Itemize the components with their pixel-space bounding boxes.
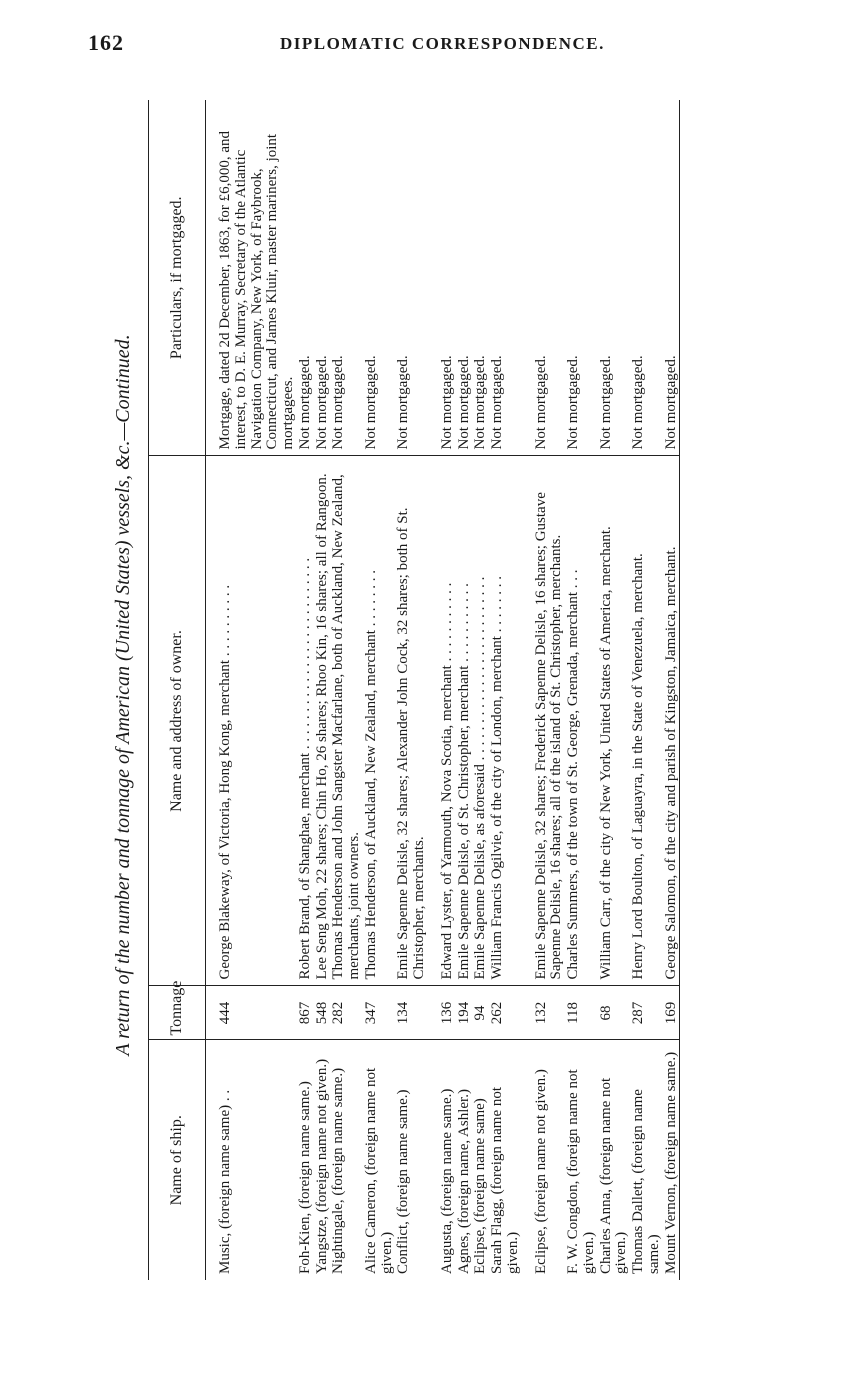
tonnage-cell: 68: [598, 986, 631, 1040]
owner-cell: Emile Sapenne Delisle, 32 shares; Frederick Sapenne Delisle, 16 shares; Gustave Sapenne Delisle, 16 shares; all of the island of St. Christopher, merchants.: [522, 456, 566, 986]
table-row: [428, 100, 456, 1280]
rotated-table-block: [108, 90, 828, 1300]
table-row: [314, 100, 331, 1280]
ship-name-cell: Conflict, (foreign name same.): [395, 1089, 412, 1274]
ship-name-cell: Charles Anna, (foreign name not given.): [597, 1077, 630, 1274]
ship-name-cell: Nightingale, (foreign name same.): [330, 1067, 347, 1274]
tonnage-cell: 282: [330, 986, 363, 1040]
tonnage-cell: 132: [522, 986, 566, 1040]
ship-name-cell: Mount Vernon, (foreign name same.): [663, 1040, 680, 1280]
mortgage-cell: Not mortgaged.: [630, 100, 663, 456]
table-row: [363, 100, 396, 1280]
owner-cell: Charles Summers, of the town of St. George, Grenada, merchant . . .: [565, 456, 598, 986]
tonnage-cell: 867: [297, 986, 314, 1040]
owner-cell: William Carr, of the city of New York, United States of America, merchant.: [598, 456, 631, 986]
ship-name-cell: Music, (foreign name same) . .: [217, 1089, 233, 1274]
ship-name-cell: Eclipse, (foreign name same): [472, 1098, 489, 1274]
table-row: [663, 100, 680, 1280]
mortgage-cell: Not mortgaged.: [330, 100, 363, 456]
table-row: [598, 100, 631, 1280]
tonnage-cell: 134: [395, 986, 428, 1040]
owner-cell: Thomas Henderson and John Sangster Macfarlane, both of Auckland, New Zealand, merchants, joint owners.: [330, 456, 363, 986]
owner-cell: Edward Lyster, of Yarmouth, Nova Scotia, merchant . . . . . . . . . . .: [428, 456, 456, 986]
mortgage-cell: Not mortgaged.: [472, 100, 489, 456]
table-row: [330, 100, 363, 1280]
tonnage-cell: 287: [630, 986, 663, 1040]
mortgage-cell: Not mortgaged.: [489, 100, 522, 456]
table-row: [489, 100, 522, 1280]
owner-cell: Emile Sapenne Delisle, 32 shares; Alexander John Cock, 32 shares; both of St. Christopher, merchants.: [395, 456, 428, 986]
mortgage-cell: Not mortgaged.: [297, 100, 314, 456]
tonnage-cell: 94: [472, 986, 489, 1040]
table-body: [206, 100, 680, 1280]
table-row: [297, 100, 314, 1280]
tonnage-cell: 169: [663, 986, 680, 1040]
table-title: A return of the number and tonnage of American (United States) vessels, &c.—Continued.: [112, 334, 134, 1056]
running-head: DIPLOMATIC CORRESPONDENCE.: [280, 34, 605, 53]
table-row: [206, 100, 297, 1280]
header-owner: Name and address of owner.: [149, 456, 206, 986]
table-row: [565, 100, 598, 1280]
owner-cell: Robert Brand, of Shanghae, merchant . . . . . . . . . . . . . . . . . . . . . . . . . .: [297, 456, 314, 986]
mortgage-cell: Not mortgaged.: [456, 100, 473, 456]
header-ship: Name of ship.: [149, 1040, 206, 1280]
owner-cell: Emile Sapenne Delisle, of St. Christopher, merchant . . . . . . . . . . .: [456, 456, 473, 986]
owner-cell: Thomas Henderson, of Auckland, New Zealand, merchant . . . . . . . .: [363, 456, 396, 986]
tonnage-cell: 347: [363, 986, 396, 1040]
ship-name-cell: Eclipse, (foreign name not given.): [532, 1069, 549, 1274]
tonnage-cell: 262: [489, 986, 522, 1040]
tonnage-cell: 118: [565, 986, 598, 1040]
owner-cell: George Salomon, of the city and parish of Kingston, Jamaica, merchant.: [663, 456, 680, 986]
table-row: [472, 100, 489, 1280]
mortgage-cell: Mortgage, dated 2d December, 1863, for £6,000, and interest, to D. E. Murray, Secretary of the Atlantic Navigation Company, New York, of Faybrook, Connecticut, and James Kluir, master mariners, joint mortgagees.: [206, 100, 297, 456]
header-tonnage: Tonnage: [149, 986, 206, 1040]
mortgage-cell: Not mortgaged.: [314, 100, 331, 456]
page-header: [88, 30, 648, 60]
tonnage-cell: 548: [314, 986, 331, 1040]
owner-cell: Henry Lord Boulton, of Laguayra, in the State of Venezuela, merchant.: [630, 456, 663, 986]
ship-name-cell: Agnes, (foreign name, Ashler.): [455, 1089, 472, 1274]
owner-cell: Emile Sapenne Delisle, as aforesaid . . . . . . . . . . . . . . . . . . . . . . . . .: [472, 456, 489, 986]
mortgage-cell: Not mortgaged.: [363, 100, 396, 456]
table-row: [395, 100, 428, 1280]
ship-name-cell: F. W. Congdon, (foreign name not given.): [565, 1069, 597, 1274]
header-mortgage: Particulars, if mortgaged.: [149, 100, 206, 456]
table-row: [456, 100, 473, 1280]
table-row: [522, 100, 566, 1280]
mortgage-cell: Not mortgaged.: [522, 100, 566, 456]
ship-name-cell: Yangstze, (foreign name not given.): [313, 1058, 330, 1274]
owner-cell: William Francis Ogilvie, of the city of London, merchant . . . . . . . .: [489, 456, 522, 986]
ship-name-cell: Thomas Dallett, (foreign name same.): [630, 1089, 662, 1274]
mortgage-cell: Not mortgaged.: [395, 100, 428, 456]
mortgage-cell: Not mortgaged.: [565, 100, 598, 456]
tonnage-cell: 194: [456, 986, 473, 1040]
owner-cell: George Blakeway, of Victoria, Hong Kong, merchant . . . . . . . . . .: [206, 456, 297, 986]
table-row: [630, 100, 663, 1280]
page-number: 162: [88, 30, 124, 55]
mortgage-cell: Not mortgaged.: [428, 100, 456, 456]
vessel-table: [148, 100, 680, 1280]
tonnage-cell: 444: [206, 986, 297, 1040]
ship-name-cell: Alice Cameron, (foreign name not given.): [362, 1067, 395, 1274]
mortgage-cell: Not mortgaged.: [598, 100, 631, 456]
ship-name-cell: Foh-Kien, (foreign name same.): [296, 1081, 313, 1274]
header-row: [149, 100, 206, 1280]
table-header: [149, 100, 206, 1280]
owner-cell: Lee Seng Moh, 22 shares; Chin Ho, 26 shares; Rhoo Kin, 16 shares; all of Rangoon.: [314, 456, 331, 986]
mortgage-cell: Not mortgaged.: [663, 100, 680, 456]
ship-name-cell: Sarah Flagg, (foreign name not given.): [489, 1086, 521, 1274]
tonnage-cell: 136: [428, 986, 456, 1040]
ship-name-cell: Augusta, (foreign name same.): [438, 1088, 455, 1274]
